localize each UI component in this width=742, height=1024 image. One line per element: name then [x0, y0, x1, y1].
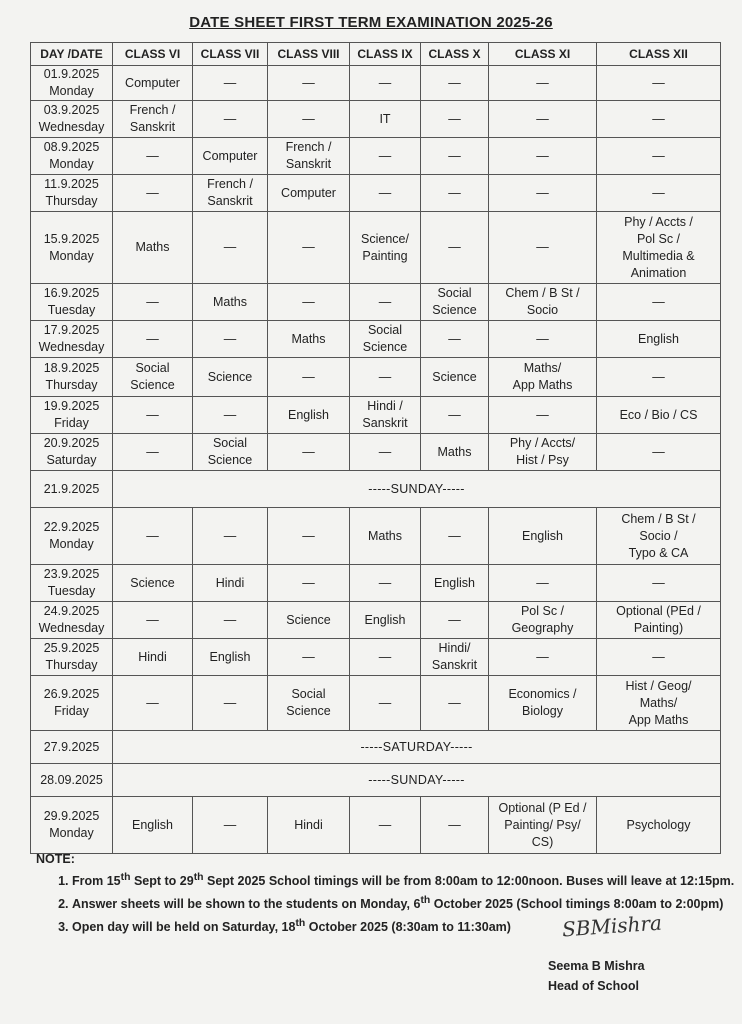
note-item — [72, 870, 736, 889]
date-cell — [31, 565, 113, 602]
subject-cell: — — [113, 284, 193, 321]
subject-cell: — — [350, 434, 421, 471]
subject-cell: Psychology — [597, 797, 721, 854]
subject-cell: Eco / Bio / CS — [597, 397, 721, 434]
subject-cell: — — [421, 676, 489, 731]
subject-cell: — — [350, 639, 421, 676]
date-text: 27.9.2025 — [43, 739, 100, 754]
date-cell — [31, 639, 113, 676]
subject-cell: — — [268, 101, 350, 138]
day-text: Tuesday — [47, 303, 96, 317]
subject-cell: — — [489, 66, 597, 101]
subject-cell: — — [193, 212, 268, 284]
date-cell — [31, 321, 113, 358]
header-class-viii: CLASS VIII — [268, 43, 350, 66]
subject-cell: — — [421, 397, 489, 434]
subject-cell: Science/ Painting — [350, 212, 421, 284]
subject-cell: — — [597, 175, 721, 212]
day-text: Monday — [49, 157, 94, 171]
holiday-cell: -----SUNDAY----- — [113, 764, 721, 797]
day-text: Tuesday — [47, 584, 96, 598]
day-text: Monday — [49, 537, 94, 551]
note-sup: th — [120, 872, 131, 883]
date-cell — [31, 212, 113, 284]
subject-cell: Maths — [268, 321, 350, 358]
day-text: Friday — [54, 416, 89, 430]
date-cell — [31, 397, 113, 434]
note-text: From 15 — [72, 874, 121, 889]
note-text: Answer sheets will be shown to the students on Monday, 6 — [72, 897, 421, 912]
subject-cell: — — [597, 358, 721, 397]
subject-cell: — — [113, 321, 193, 358]
subject-cell: Maths — [350, 508, 421, 565]
subject-cell: — — [193, 397, 268, 434]
subject-cell: Social Science — [421, 284, 489, 321]
note-text: Open day will be held on Saturday, 18 — [72, 920, 296, 935]
subject-cell: — — [421, 138, 489, 175]
subject-cell: — — [489, 175, 597, 212]
subject-cell: — — [421, 101, 489, 138]
table-row — [31, 138, 721, 175]
date-text: 19.9.2025 — [43, 399, 100, 413]
subject-cell: Phy / Accts/ Hist / Psy — [489, 434, 597, 471]
table-row — [31, 66, 721, 101]
day-text: Wednesday — [38, 621, 105, 635]
subject-cell: — — [193, 797, 268, 854]
date-cell — [31, 175, 113, 212]
date-text: 26.9.2025 — [43, 687, 100, 701]
subject-cell: Hindi / Sanskrit — [350, 397, 421, 434]
subject-cell: — — [489, 397, 597, 434]
signature: SBMishra — [561, 910, 663, 942]
subject-cell: — — [268, 639, 350, 676]
subject-cell: Science — [268, 602, 350, 639]
day-text: Saturday — [46, 453, 97, 467]
subject-cell: IT — [350, 101, 421, 138]
subject-cell: — — [350, 138, 421, 175]
table-row — [31, 175, 721, 212]
holiday-cell: -----SUNDAY----- — [113, 471, 721, 508]
signer-role: Head of School — [548, 979, 639, 993]
subject-cell: Hindi — [113, 639, 193, 676]
subject-cell: Computer — [193, 138, 268, 175]
date-text: 17.9.2025 — [43, 323, 100, 337]
subject-cell: Hindi — [268, 797, 350, 854]
subject-cell: — — [421, 797, 489, 854]
subject-cell: — — [113, 138, 193, 175]
table-row — [31, 676, 721, 731]
date-text: 03.9.2025 — [43, 103, 100, 117]
subject-cell: — — [489, 138, 597, 175]
note-sup: th — [420, 895, 431, 907]
subject-cell: — — [113, 434, 193, 471]
date-cell — [31, 138, 113, 175]
subject-cell: English — [193, 639, 268, 676]
date-text: 28.09.2025 — [40, 772, 103, 787]
subject-cell: Phy / Accts / Pol Sc / Multimedia & Animation — [597, 212, 721, 284]
subject-cell: Computer — [113, 66, 193, 101]
note-text: Sept 2025 School timings will be from 8:00am to 12:00noon. Buses will leave at 12:15pm. — [203, 874, 735, 889]
date-text: 20.9.2025 — [43, 436, 100, 450]
table-row — [31, 434, 721, 471]
header-row — [31, 43, 721, 66]
note-heading: NOTE: — [36, 852, 75, 866]
subject-cell: — — [597, 66, 721, 101]
subject-cell: — — [421, 321, 489, 358]
subject-cell: — — [350, 358, 421, 397]
date-cell — [31, 358, 113, 397]
table-row — [31, 764, 721, 797]
subject-cell: — — [421, 66, 489, 101]
subject-cell: Maths — [421, 434, 489, 471]
subject-cell: — — [113, 676, 193, 731]
date-text: 21.9.2025 — [43, 481, 100, 496]
day-text: Thursday — [45, 194, 98, 208]
date-cell — [31, 471, 113, 508]
subject-cell: Social Science — [350, 321, 421, 358]
subject-cell: — — [268, 565, 350, 602]
header-class-ix: CLASS IX — [350, 43, 421, 66]
day-text: Monday — [49, 84, 94, 98]
subject-cell: — — [597, 639, 721, 676]
subject-cell: — — [421, 508, 489, 565]
subject-cell: — — [268, 212, 350, 284]
subject-cell: — — [597, 101, 721, 138]
date-cell — [31, 284, 113, 321]
date-cell — [31, 797, 113, 854]
table-row — [31, 565, 721, 602]
subject-cell: Science — [193, 358, 268, 397]
date-text: 15.9.2025 — [43, 231, 100, 246]
date-text: 23.9.2025 — [43, 567, 100, 581]
subject-cell: — — [268, 284, 350, 321]
subject-cell: Maths — [113, 212, 193, 284]
subject-cell: — — [193, 66, 268, 101]
subject-cell: Chem / B St / Socio / Typo & CA — [597, 508, 721, 565]
table-row — [31, 639, 721, 676]
date-cell — [31, 731, 113, 764]
date-text: 08.9.2025 — [43, 140, 100, 154]
table-row — [31, 397, 721, 434]
table-row — [31, 731, 721, 764]
header-class-vi: CLASS VI — [113, 43, 193, 66]
subject-cell: — — [113, 602, 193, 639]
note-sup: th — [295, 918, 306, 930]
subject-cell: — — [268, 358, 350, 397]
header-class-xi: CLASS XI — [489, 43, 597, 66]
date-text: 29.9.2025 — [43, 809, 100, 823]
date-cell — [31, 764, 113, 797]
table-row — [31, 602, 721, 639]
subject-cell: — — [268, 434, 350, 471]
subject-cell: English — [350, 602, 421, 639]
subject-cell: — — [421, 602, 489, 639]
subject-cell: Maths/ App Maths — [489, 358, 597, 397]
subject-cell: — — [350, 797, 421, 854]
subject-cell: — — [350, 284, 421, 321]
subject-cell: — — [113, 397, 193, 434]
table-row — [31, 284, 721, 321]
date-cell — [31, 101, 113, 138]
note-text: Sept to 29 — [130, 874, 194, 889]
date-text: 01.9.2025 — [43, 67, 100, 81]
subject-cell: — — [350, 565, 421, 602]
table-row — [31, 471, 721, 508]
subject-cell: — — [421, 212, 489, 284]
subject-cell: Science — [421, 358, 489, 397]
subject-cell: English — [489, 508, 597, 565]
subject-cell: — — [193, 321, 268, 358]
day-text: Thursday — [45, 658, 98, 672]
subject-cell: — — [489, 321, 597, 358]
subject-cell: Hindi/ Sanskrit — [421, 639, 489, 676]
subject-cell: — — [597, 284, 721, 321]
table-row — [31, 101, 721, 138]
subject-cell: — — [193, 101, 268, 138]
date-text: 25.9.2025 — [43, 641, 100, 655]
holiday-cell: -----SATURDAY----- — [113, 731, 721, 764]
date-text: 18.9.2025 — [43, 361, 100, 375]
subject-cell: English — [597, 321, 721, 358]
subject-cell: — — [597, 565, 721, 602]
subject-cell: Hist / Geog/ Maths/ App Maths — [597, 676, 721, 731]
header-class-vii: CLASS VII — [193, 43, 268, 66]
date-text: 22.9.2025 — [43, 520, 100, 534]
subject-cell: Computer — [268, 175, 350, 212]
subject-cell: — — [597, 138, 721, 175]
date-text: 16.9.2025 — [43, 286, 100, 300]
date-cell — [31, 602, 113, 639]
date-text: 11.9.2025 — [44, 177, 99, 191]
subject-cell: Optional (P Ed / Painting/ Psy/ CS) — [489, 797, 597, 854]
subject-cell: English — [268, 397, 350, 434]
day-text: Wednesday — [38, 120, 105, 134]
subject-cell: English — [113, 797, 193, 854]
note-text: October 2025 (School timings 8:00am to 2:00pm) — [430, 897, 724, 912]
day-text: Thursday — [45, 378, 98, 392]
note-item — [72, 893, 736, 912]
subject-cell: Maths — [193, 284, 268, 321]
subject-cell: Social Science — [113, 358, 193, 397]
subject-cell: — — [350, 66, 421, 101]
subject-cell: Social Science — [193, 434, 268, 471]
subject-cell: — — [489, 565, 597, 602]
subject-cell: — — [350, 175, 421, 212]
subject-cell: French / Sanskrit — [113, 101, 193, 138]
subject-cell: — — [193, 508, 268, 565]
date-sheet-table — [30, 42, 721, 854]
header-class-x: CLASS X — [421, 43, 489, 66]
table-row — [31, 508, 721, 565]
date-cell — [31, 434, 113, 471]
date-text: 24.9.2025 — [43, 604, 100, 618]
table-row — [31, 212, 721, 284]
subject-cell: — — [193, 602, 268, 639]
subject-cell: — — [113, 508, 193, 565]
day-text: Monday — [49, 826, 94, 840]
subject-cell: Pol Sc / Geography — [489, 602, 597, 639]
subject-cell: — — [489, 212, 597, 284]
page-title: DATE SHEET FIRST TERM EXAMINATION 2025-26 — [189, 14, 553, 31]
date-cell — [31, 66, 113, 101]
table-row — [31, 797, 721, 854]
subject-cell: Social Science — [268, 676, 350, 731]
subject-cell: English — [421, 565, 489, 602]
header-day-date: DAY /DATE — [31, 43, 113, 66]
date-cell — [31, 676, 113, 731]
subject-cell: — — [268, 508, 350, 565]
subject-cell: — — [350, 676, 421, 731]
subject-cell: Hindi — [193, 565, 268, 602]
signer-name: Seema B Mishra — [548, 959, 645, 973]
subject-cell: — — [421, 175, 489, 212]
subject-cell: Chem / B St / Socio — [489, 284, 597, 321]
subject-cell: French / Sanskrit — [193, 175, 268, 212]
signer-block — [548, 956, 645, 996]
subject-cell: — — [193, 676, 268, 731]
table-row — [31, 358, 721, 397]
subject-cell: — — [489, 639, 597, 676]
note-text: October 2025 (8:30am to 11:30am) — [305, 920, 511, 935]
day-text: Monday — [49, 248, 94, 263]
subject-cell: — — [597, 434, 721, 471]
day-text: Wednesday — [38, 340, 105, 354]
subject-cell: — — [489, 101, 597, 138]
table-row — [31, 321, 721, 358]
date-cell — [31, 508, 113, 565]
subject-cell: Science — [113, 565, 193, 602]
note-sup: th — [193, 872, 204, 883]
subject-cell: Economics / Biology — [489, 676, 597, 731]
subject-cell: — — [113, 175, 193, 212]
subject-cell: Optional (PEd / Painting) — [597, 602, 721, 639]
subject-cell: — — [268, 66, 350, 101]
subject-cell: French / Sanskrit — [268, 138, 350, 175]
header-class-xii: CLASS XII — [597, 43, 721, 66]
day-text: Friday — [54, 704, 89, 718]
